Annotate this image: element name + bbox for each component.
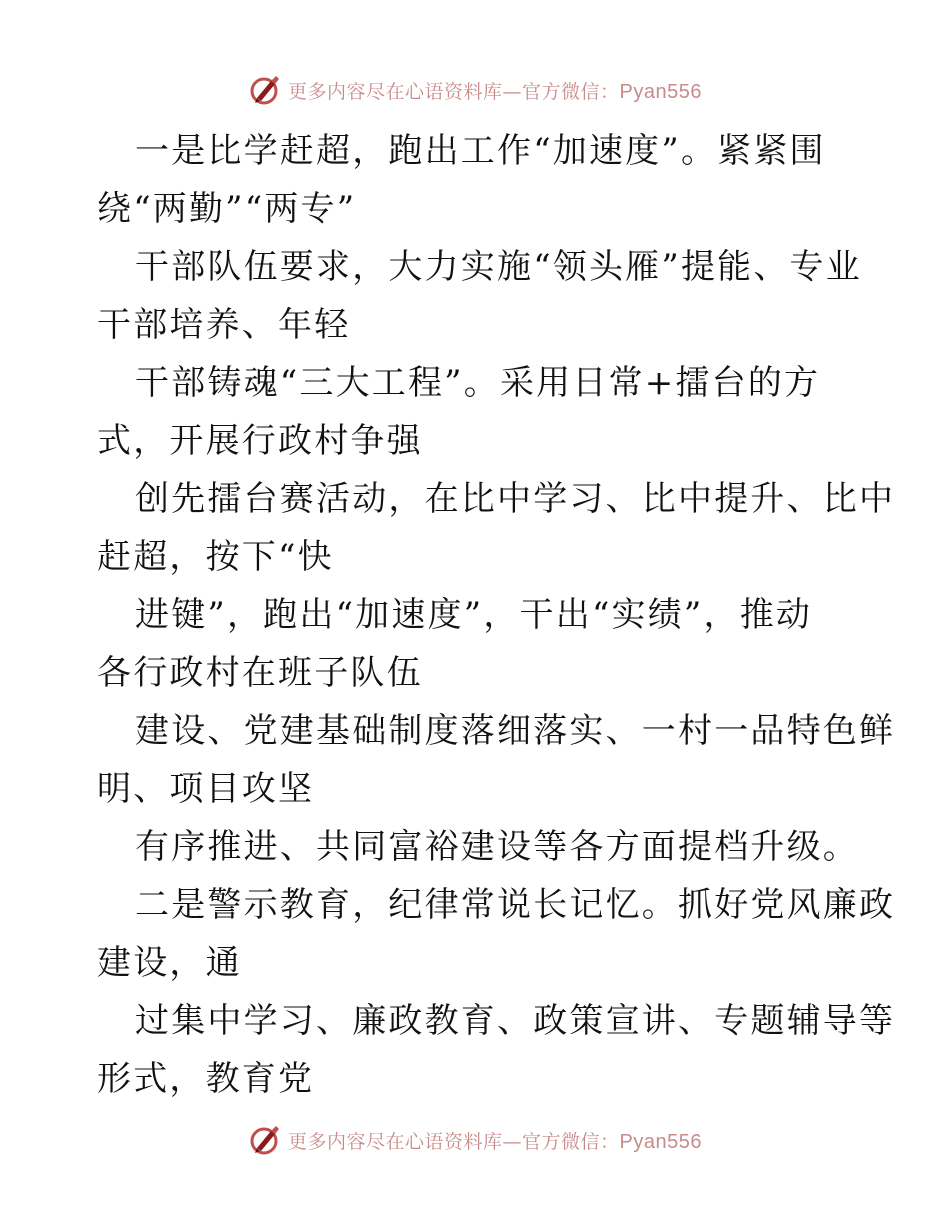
watermark-handle: Pyan556 <box>619 80 702 103</box>
text-line: 明、项目攻坚 <box>97 769 315 809</box>
text-line: 二是警示教育，纪律常说长记忆。抓好党风廉政 <box>135 885 896 925</box>
pen-logo-icon <box>248 73 282 107</box>
text-line: 一是比学赶超，跑出工作“加速度”。紧紧围 <box>135 131 826 171</box>
text-line: 赶超，按下“快 <box>97 537 334 577</box>
pen-logo-icon <box>248 1123 282 1157</box>
text-line: 绕“两勤”“两专” <box>97 189 357 229</box>
text-line: 进键”，跑出“加速度”，干出“实绩”，推动 <box>135 595 813 635</box>
watermark-handle: Pyan556 <box>619 1130 702 1153</box>
text-line: 干部铸魂“三大工程”。采用日常+擂台的方 <box>135 363 821 403</box>
header-watermark <box>0 70 950 110</box>
text-line: 建设、党建基础制度落细落实、一村一品特色鲜 <box>135 711 896 751</box>
text-line: 建设，通 <box>97 943 242 983</box>
text-line: 各行政村在班子队伍 <box>97 653 423 693</box>
text-line: 过集中学习、廉政教育、政策宣讲、专题辅导等 <box>135 1001 896 1041</box>
text-line: 干部培养、年轻 <box>97 305 351 345</box>
text-line: 创先擂台赛活动，在比中学习、比中提升、比中 <box>135 479 896 519</box>
footer-watermark <box>0 1120 950 1160</box>
document-body <box>97 122 896 1108</box>
watermark-text: 更多内容尽在心语资料库—官方微信： <box>288 1130 620 1153</box>
watermark-text: 更多内容尽在心语资料库—官方微信： <box>288 80 620 103</box>
text-line: 干部队伍要求，大力实施“领头雁”提能、专业 <box>135 247 862 287</box>
text-line: 有序推进、共同富裕建设等各方面提档升级。 <box>135 827 859 867</box>
text-line: 式，开展行政村争强 <box>97 421 423 461</box>
text-line: 形式，教育党 <box>97 1059 315 1099</box>
